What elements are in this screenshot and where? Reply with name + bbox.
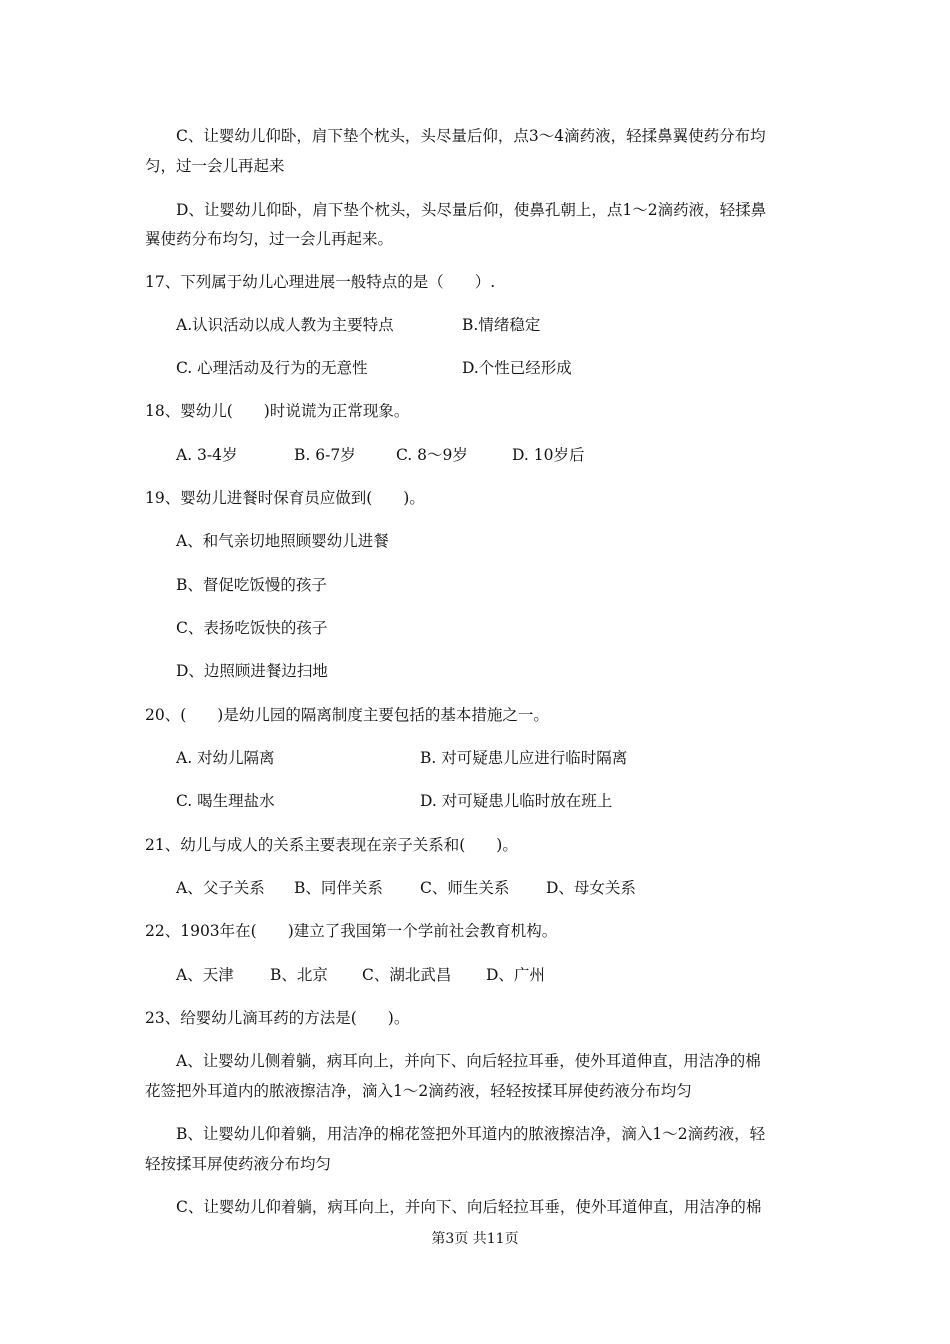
option-d: D、母女关系	[546, 879, 636, 897]
option-c: C. 心理活动及行为的无意性	[176, 359, 368, 377]
option-c: C. 喝生理盐水	[176, 792, 275, 810]
option-a: A.认识活动以成人教为主要特点	[176, 316, 394, 334]
option-d: D、边照顾进餐边扫地	[176, 662, 328, 680]
option-line: C、让婴幼儿仰卧，肩下垫个枕头，头尽量后仰，点3～4滴药液，轻揉鼻翼使药分布均	[176, 127, 766, 145]
question-20: 20、( )是幼儿园的隔离制度主要包括的基本措施之一。	[145, 706, 549, 724]
option-b: B、督促吃饭慢的孩子	[176, 576, 327, 594]
option-a: A、父子关系	[176, 879, 265, 897]
option-b: B、同伴关系	[294, 879, 383, 897]
page-footer: 第3页 共11页	[431, 1231, 519, 1247]
question-17: 17、下列属于幼儿心理进展一般特点的是（ ）.	[145, 273, 496, 291]
option-a: A、天津	[176, 966, 234, 984]
option-c: C、师生关系	[420, 879, 510, 897]
option-b: B.情绪稳定	[462, 316, 541, 334]
option-a-wrap: 花签把外耳道内的脓液擦洁净，滴入1～2滴药液，轻轻按揉耳屏使药液分布均匀	[145, 1082, 692, 1100]
question-19: 19、婴幼儿进餐时保育员应做到( )。	[145, 489, 425, 507]
option-b: B、北京	[270, 966, 328, 984]
question-18: 18、婴幼儿( )时说谎为正常现象。	[145, 402, 410, 420]
option-c: C、湖北武昌	[362, 966, 452, 984]
option-line: D、让婴幼儿仰卧，肩下垫个枕头，头尽量后仰，使鼻孔朝上，点1～2滴药液，轻揉鼻	[176, 201, 767, 219]
option-d: D.个性已经形成	[462, 359, 572, 377]
option-a: A、和气亲切地照顾婴幼儿进餐	[176, 532, 389, 550]
option-a: A、让婴幼儿侧着躺，病耳向上，并向下、向后轻拉耳垂，使外耳道伸直，用洁净的棉	[176, 1052, 761, 1070]
option-d: D、广州	[486, 966, 545, 984]
question-21: 21、幼儿与成人的关系主要表现在亲子关系和( )。	[145, 836, 518, 854]
option-a: A. 3-4岁	[176, 446, 238, 464]
option-line-wrap: 翼使药分布均匀，过一会儿再起来。	[145, 230, 394, 248]
question-23: 23、给婴幼儿滴耳药的方法是( )。	[145, 1009, 410, 1027]
option-b: B. 对可疑患儿应进行临时隔离	[420, 749, 628, 767]
option-b: B. 6-7岁	[294, 446, 356, 464]
option-a: A. 对幼儿隔离	[176, 749, 275, 767]
option-c: C. 8～9岁	[396, 446, 468, 464]
option-b-wrap: 轻按揉耳屏使药液分布均匀	[145, 1155, 332, 1173]
option-d: D. 对可疑患儿临时放在班上	[420, 792, 613, 810]
option-d: D. 10岁后	[512, 446, 585, 464]
option-line-wrap: 匀，过一会儿再起来	[145, 157, 285, 175]
question-22: 22、1903年在( )建立了我国第一个学前社会教育机构。	[145, 922, 558, 940]
option-c: C、让婴幼儿仰着躺，病耳向上，并向下、向后轻拉耳垂，使外耳道伸直，用洁净的棉	[176, 1198, 762, 1216]
option-b: B、让婴幼儿仰着躺，用洁净的棉花签把外耳道内的脓液擦洁净，滴入1～2滴药液，轻	[176, 1125, 766, 1143]
option-c: C、表扬吃饭快的孩子	[176, 619, 328, 637]
